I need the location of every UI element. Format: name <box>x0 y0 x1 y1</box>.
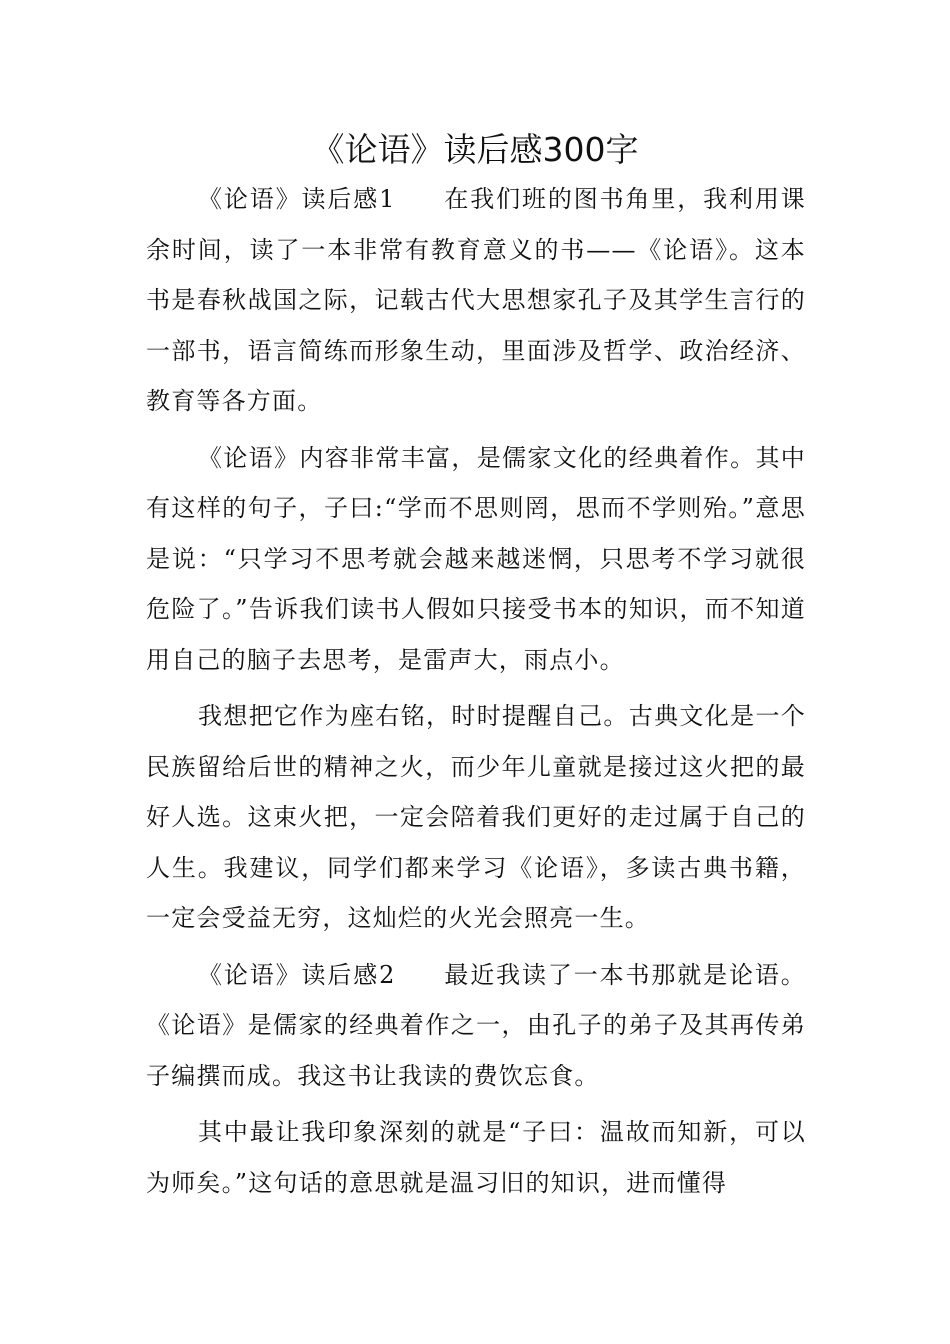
paragraph-2 <box>146 433 806 686</box>
page-title: 《论语》读后感300字 <box>311 130 639 169</box>
paragraph-lead: 《论语》读后感2 <box>198 960 396 989</box>
paragraph-1 <box>146 174 806 427</box>
paragraph-text: 在我们班的图书角里，我利用课余时间，读了一本非常有教育意义的书——《论语》。这本书是春秋战国之际，记载古代大思想家孔子及其学生言行的一部书，语言简练而形象生动，里面涉及哲学、政治经济、教育等各方面。 <box>146 185 806 415</box>
document-body <box>146 174 806 1214</box>
paragraph-lead: 《论语》读后感1 <box>198 185 396 213</box>
paragraph-text: 最近我读了一本书那就是论语。《论语》是儒家的经典着作之一，由孔子的弟子及其再传弟子编撰而成。我这书让我读的费饮忘食。 <box>146 960 806 1090</box>
paragraph-text: 其中最让我印象深刻的就是“子曰：温故而知新，可以为师矣。”这句话的意思就是温习旧的知识，进而懂得 <box>146 1118 806 1197</box>
paragraph-text: 《论语》内容非常丰富，是儒家文化的经典着作。其中有这样的句子，子曰:“学而不思则罔，思而不学则殆。”意思是说：“只学习不思考就会越来越迷惘，只思考不学习就很危险了。”告诉我们读书人假如只接受书本的知识，而不知道用自己的脑子去思考，是雷声大，雨点小。 <box>146 443 806 674</box>
paragraph-text: 我想把它作为座右铭，时时提醒自己。古典文化是一个民族留给后世的精神之火，而少年儿童就是接过这火把的最好人选。这束火把，一定会陪着我们更好的走过属于自己的人生。我建议，同学们都来学习《论语》，多读古典书籍，一定会受益无穷，这灿烂的火光会照亮一生。 <box>146 702 806 932</box>
paragraph-3 <box>146 691 806 944</box>
paragraph-4 <box>146 950 806 1102</box>
paragraph-5 <box>146 1107 806 1208</box>
